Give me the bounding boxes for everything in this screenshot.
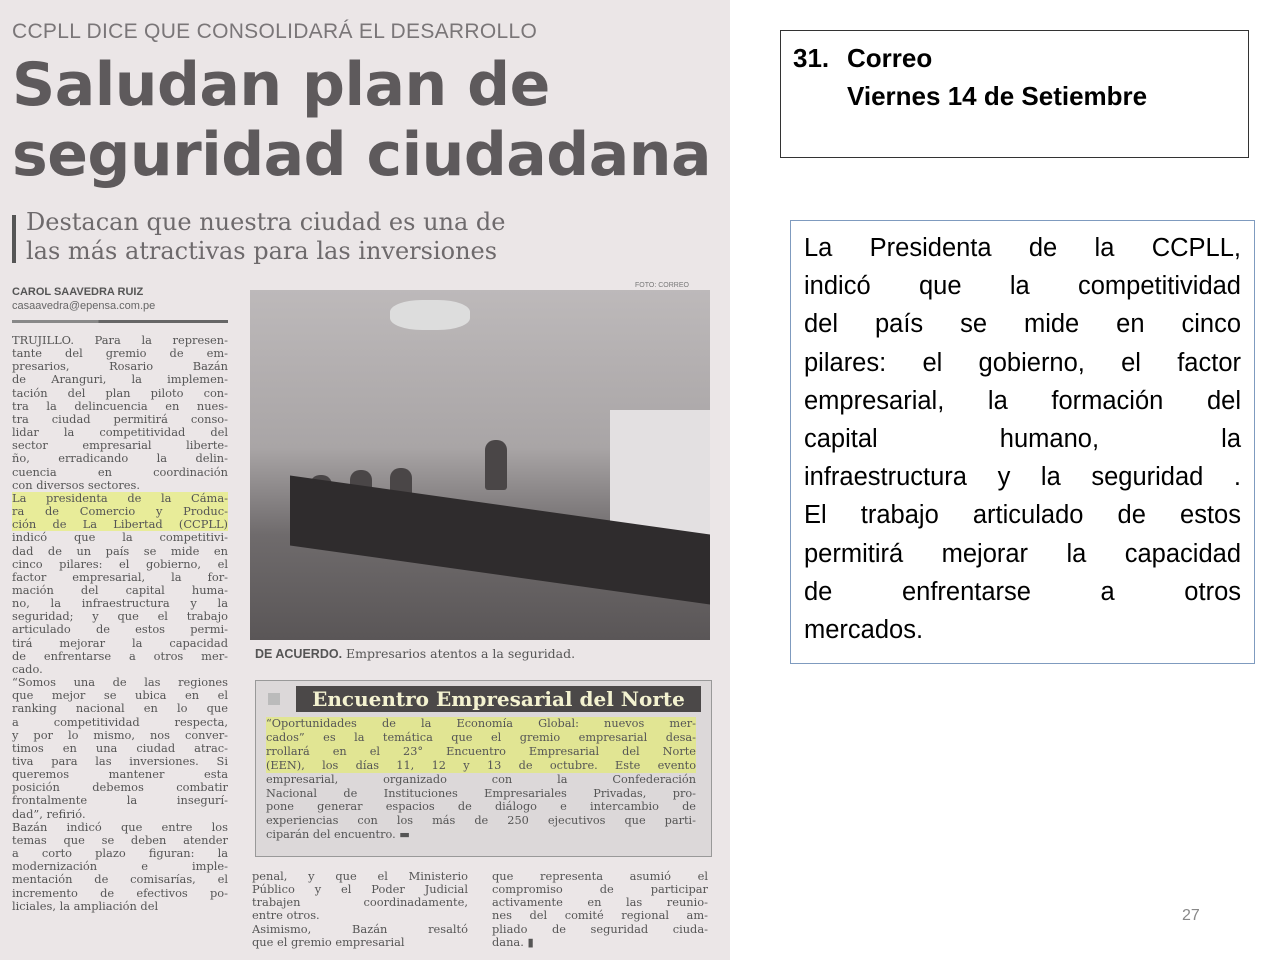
ceiling-light [390,300,470,330]
sidebar-title: Encuentro Empresarial del Norte [296,686,701,712]
text-line: posición debemos combatir [12,781,228,795]
text-line: cuencia en coordinación [12,465,228,479]
text-line: La Presidenta de la CCPLL, [804,234,1241,262]
text-line: que el gremio empresarial [252,935,405,949]
left-column-text [12,334,228,913]
sidebar-box [255,680,712,857]
text-line: pilares: el gobierno, el factor [804,348,1241,377]
text-line: ranking nacional en lo que [12,702,228,716]
text-line: indicó que la competitivi- [12,531,228,545]
text-line: compromiso de participar [492,883,708,897]
headline-line: Saludan plan de [12,50,550,120]
text-line: tirá mejorar la capacidad [12,636,228,650]
text-line: tante del gremio de em- [12,347,228,361]
text-line: Nacional de Instituciones Empresariales Privadas, pro- [266,786,696,800]
text-line: cado. [12,662,43,676]
right-column-text [492,870,708,949]
text-line: no, la infraestructura y la [12,597,228,611]
text-line: empresarial, organizado con la Confederación [266,772,696,786]
text-line: frontalmente la insegurí- [12,794,228,808]
text-line: ño, erradicando la delin- [12,452,228,466]
text-line: activamente en las reunio- [492,896,708,910]
text-line: del país se mide en cinco [804,310,1241,339]
text-line: dad”, refirió. [12,807,86,821]
text-line: liciales, la ampliación del [12,899,159,913]
text-line: mación del capital huma- [12,583,228,597]
text-line: permitirá mejorar la capacidad [804,539,1241,568]
text-line: indicó que la competitividad [804,272,1241,301]
text-line: seguridad; y que el trabajo [12,610,228,624]
text-line: Asimismo, Bazán resaltó [252,922,468,936]
text-line: ciparán del encuentro. ▬ [266,828,410,842]
text-line: experiencias con los más de 250 ejecutivos que parti- [266,814,696,828]
text-line: empresarial, la formación del [804,386,1241,415]
text-line: lidar la competitividad del [12,426,228,440]
text-line: con diversos sectores. [12,478,140,492]
sidebar-square-icon [268,693,280,705]
text-line: a corto plazo figuran: la [12,847,228,861]
text-line: tra la delincuencia en nues- [12,399,228,413]
text-line: capital humano, la [804,425,1241,454]
page-number: 27 [1182,907,1200,924]
newspaper-name: Correo [847,43,933,73]
text-line: a competitividad respecta, [12,715,228,729]
text-line: cinco pilares: el gobierno, el [12,557,228,571]
source-box [780,30,1249,158]
photo-credit: FOTO: CORREO [635,282,689,289]
text-line: infraestructura y la seguridad . [804,463,1241,492]
text-line: “Oportunidades de la Economía Global: nuevos mer- [266,717,696,730]
subhead-bar [12,215,16,263]
byline-rule [12,320,228,323]
middle-column-text [252,870,468,949]
text-line: dad de un país se mide en [12,544,228,558]
text-line: El trabajo articulado de estos [804,501,1241,530]
publication-date: Viernes 14 de Setiembre [847,81,1148,111]
text-line: entre otros. [252,909,320,923]
caption-text: Empresarios atentos a la seguridad. [346,646,576,661]
text-line: mentación de comisarías, el [12,873,228,887]
text-line: nes del comité regional am- [492,909,708,923]
text-line: rrollará en el 23° Encuentro Empresarial del Norte [266,744,696,758]
text-line: que mejor se ubica en el [12,689,228,703]
text-line: y por lo mismo, nos conver- [12,728,228,742]
text-line: ra de Comercio y Produc- [12,505,228,519]
text-line: de enfrentarse a otros [804,577,1241,606]
text-line: presarios, Rosario Bazán [12,360,228,374]
sidebar-body [266,717,696,842]
author-name: CAROL SAAVEDRA RUIZ [12,286,144,298]
text-line: Público y el Poder Judicial [252,883,468,897]
text-line: mercados. [804,616,924,645]
text-line: “Somos una de las regiones [12,676,228,690]
photo-caption [255,646,575,661]
headline-line: seguridad ciudadana [12,120,711,190]
text-line: La presidenta de la Cáma- [12,491,228,505]
summary-box [790,220,1255,664]
text-line: incremento de efectivos po- [12,886,228,900]
text-line: factor empresarial, la for- [12,570,228,584]
text-line: pone generar espacios de diálogo e intercambio de [266,800,696,814]
speaker-figure [485,440,507,490]
text-line: tra ciudad permitirá conso- [12,412,228,426]
text-line: queremos mantener esta [12,768,228,782]
text-line: (EEN), los días 11, 12 y 13 de octubre. Este evento [266,758,696,772]
text-line: que representa asumió el [492,870,708,883]
text-line: Bazán indicó que entre los [12,820,228,834]
caption-label: DE ACUERDO. [255,647,343,661]
text-line: sector empresarial liberte- [12,439,228,453]
text-line: tiva para las inversiones. Si [12,755,228,768]
text-line: ción de La Libertad (CCPLL) [12,518,228,532]
text-line: articulado de estos permi- [12,623,228,637]
author-email: casaavedra@epensa.com.pe [12,300,156,312]
item-number: 31. [793,43,830,73]
text-line: tación del plan piloto con- [12,386,228,400]
text-line: penal, y que el Ministerio [252,870,468,883]
text-line: modernización e imple- [12,860,228,874]
text-line: cados” es la temática que el gremio empresarial desa- [266,730,696,744]
article-subhead [26,208,506,266]
text-line: de enfrentarse a otros mer- [12,649,228,663]
text-line: trabajen coordinadamente, [252,896,468,910]
text-line: pliado de seguridad ciuda- [492,922,708,936]
text-line: timos en una ciudad atrac- [12,741,228,755]
text-line: temas que se deben atender [12,833,228,847]
article-kicker: CCPLL DICE QUE CONSOLIDARÁ EL DESARROLLO [12,20,538,43]
article-headline [12,50,711,190]
article-photo [250,290,710,640]
subhead-line: Destacan que nuestra ciudad es una de [26,208,506,236]
text-line: TRUJILLO. Para la represen- [12,334,228,347]
subhead-line: las más atractivas para las inversiones [26,237,498,265]
text-line: dana. ▮ [492,935,534,949]
text-line: de Aranguri, la implemen- [12,373,228,387]
